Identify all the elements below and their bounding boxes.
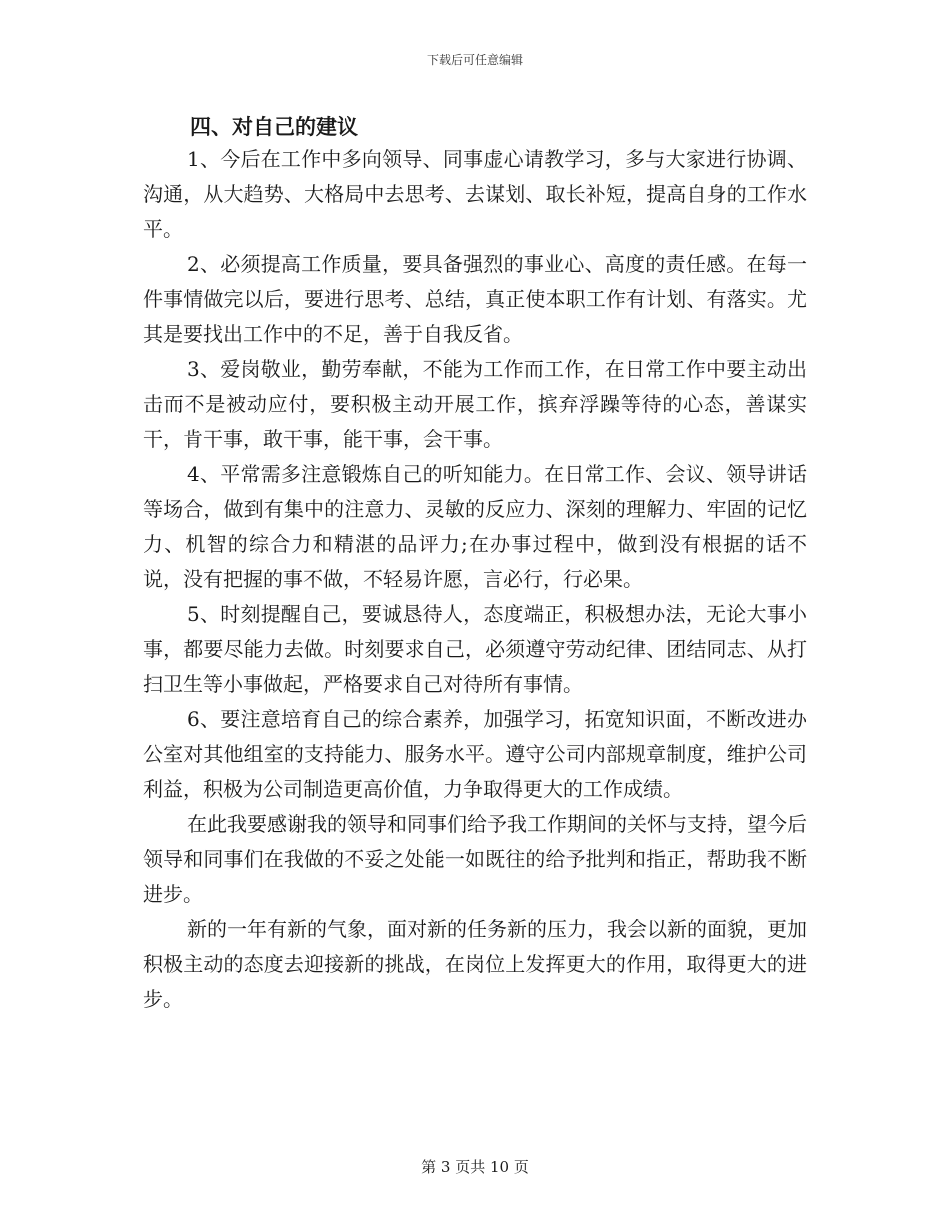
paragraph-suggestion-2: 2、必须提高工作质量，要具备强烈的事业心、高度的责任感。在每一件事情做完以后，要进行思考、总结，真正使本职工作有计划、有落实。尤其是要找出工作中的不足，善于自我反省。 [143, 252, 807, 346]
paragraph-suggestion-5: 5、时刻提醒自己，要诚恳待人，态度端正，积极想办法，无论大事小事，都要尽能力去做。时刻要求自己，必须遵守劳动纪律、团结同志、从打扫卫生等小事做起，严格要求自己对待所有事情。 [143, 602, 807, 696]
paragraph-suggestion-6: 6、要注意培育自己的综合素养，加强学习，拓宽知识面，不断改进办公室对其他组室的支持能力、服务水平。遵守公司内部规章制度，维护公司利益，积极为公司制造更高价值，力争取得更大的工作成绩。 [143, 707, 807, 801]
page-indicator: 第 3 页共 10 页 [421, 1158, 529, 1176]
paragraph-suggestion-1: 1、今后在工作中多向领导、同事虚心请教学习，多与大家进行协调、沟通，从大趋势、大格局中去思考、去谋划、取长补短，提高自身的工作水平。 [143, 147, 807, 241]
document-body [143, 112, 807, 1017]
paragraph-suggestion-3: 3、爱岗敬业，勤劳奉献，不能为工作而工作，在日常工作中要主动出击而不是被动应付，要积极主动开展工作，摈弃浮躁等待的心态，善谋实干，肯干事，敢干事，能干事，会干事。 [143, 357, 807, 451]
paragraph-outlook: 新的一年有新的气象，面对新的任务新的压力，我会以新的面貌，更加积极主动的态度去迎接新的挑战，在岗位上发挥更大的作用，取得更大的进步。 [143, 917, 807, 1011]
paragraph-suggestion-4: 4、平常需多注意锻炼自己的听知能力。在日常工作、会议、领导讲话等场合，做到有集中的注意力、灵敏的反应力、深刻的理解力、牢固的记忆力、机智的综合力和精湛的品评力;在办事过程中，做到没有根据的话不说，没有把握的事不做，不轻易许愿，言必行，行必果。 [143, 462, 807, 591]
page-header-note: 下载后可任意编辑 [426, 53, 523, 67]
paragraph-thanks: 在此我要感谢我的领导和同事们给予我工作期间的关怀与支持，望今后领导和同事们在我做的不妥之处能一如既往的给予批判和指正，帮助我不断进步。 [143, 812, 807, 906]
section-heading: 四、对自己的建议 [190, 115, 358, 139]
